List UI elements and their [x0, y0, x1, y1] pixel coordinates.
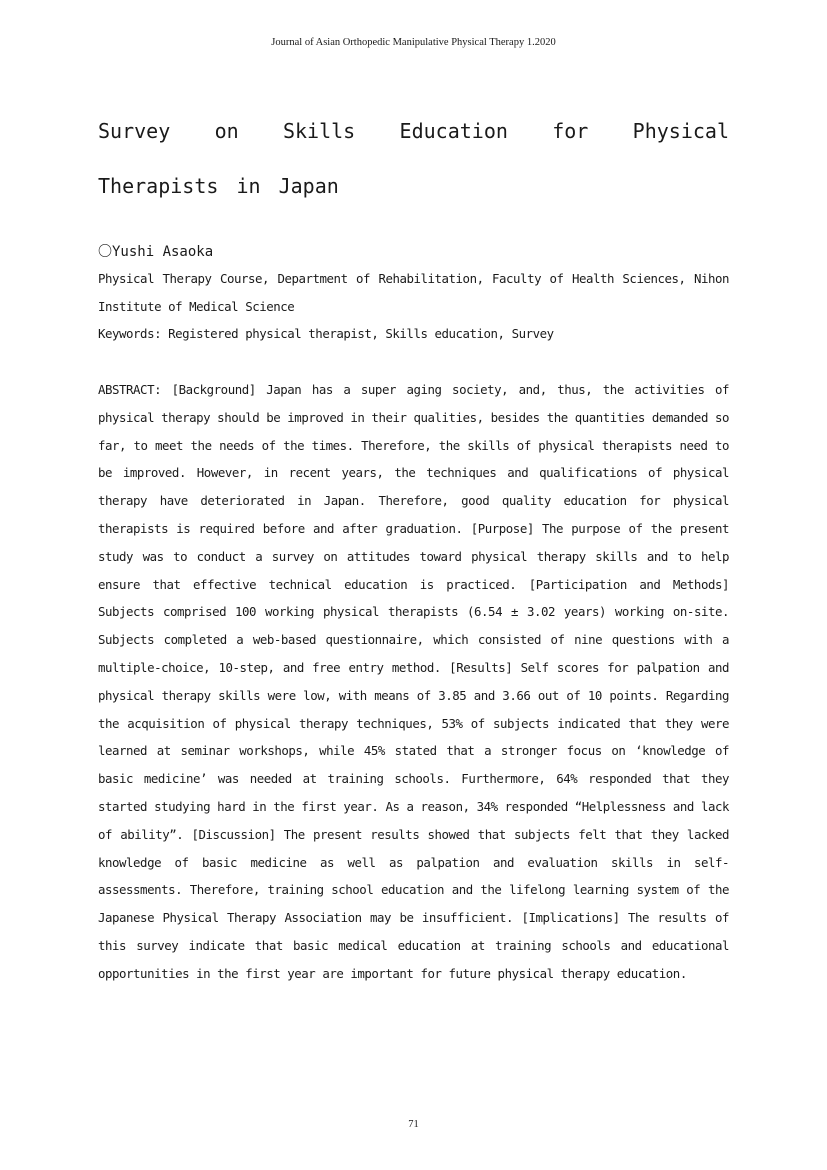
keywords-line: Keywords: Registered physical therapist, Skills education, Survey — [98, 326, 554, 341]
author-name: 〇Yushi Asaoka — [98, 244, 214, 260]
abstract-paragraph: ABSTRACT: [Background] Japan has a super aging society, and, thus, the activities of physical therapy should be improved in their qualities, besides the quantities demanded so far, to meet the needs of the times. Therefore, the skills of physical therapists need to be improved. However, in recent years, the techniques and qualifications of physical therapy have deteriorated in Japan. Therefore, good quality education for physical therapists is required before and after graduation. [Purpose] The purpose of the present study was to conduct a survey on attitudes toward physical therapy skills and to help ensure that effective technical education is practiced. [Participation and Methods] Subjects comprised 100 working physical therapists (6.54 ± 3.02 years) working on-site. Subjects completed a web-based questionnaire, which consisted of nine questions with a multiple-choice, 10-step, and free entry method. [Results] Self scores for palpation and physical therapy skills were low, with means of 3.85 and 3.66 out of 10 points. Regarding the acquisition of physical therapy techniques, 53% of subjects indicated that they were learned at seminar workshops, while 45% stated that a stronger focus on ‘knowledge of basic medicine’ was needed at training schools. Furthermore, 64% responded that they started studying hard in the first year. As a reason, 34% responded “Helplessness and lack of ability”. [Discussion] The present results showed that subjects felt that they lacked knowledge of basic medicine as well as palpation and evaluation skills in self-assessments. Therefore, training school education and the lifelong learning system of the Japanese Physical Therapy Association may be insufficient. [Implications] The results of this survey indicate that basic medical education at training schools and educational opportunities in the first year are important for future physical therapy education. — [98, 382, 729, 981]
page-number: 71 — [408, 1119, 419, 1130]
paper-title: Survey on Skills Education for Physical Therapists in Japan — [98, 119, 729, 198]
running-head: Journal of Asian Orthopedic Manipulative Physical Therapy 1.2020 — [271, 37, 556, 48]
author-affiliation: Physical Therapy Course, Department of Rehabilitation, Faculty of Health Sciences, Nihon Institute of Medical Science — [98, 271, 729, 314]
